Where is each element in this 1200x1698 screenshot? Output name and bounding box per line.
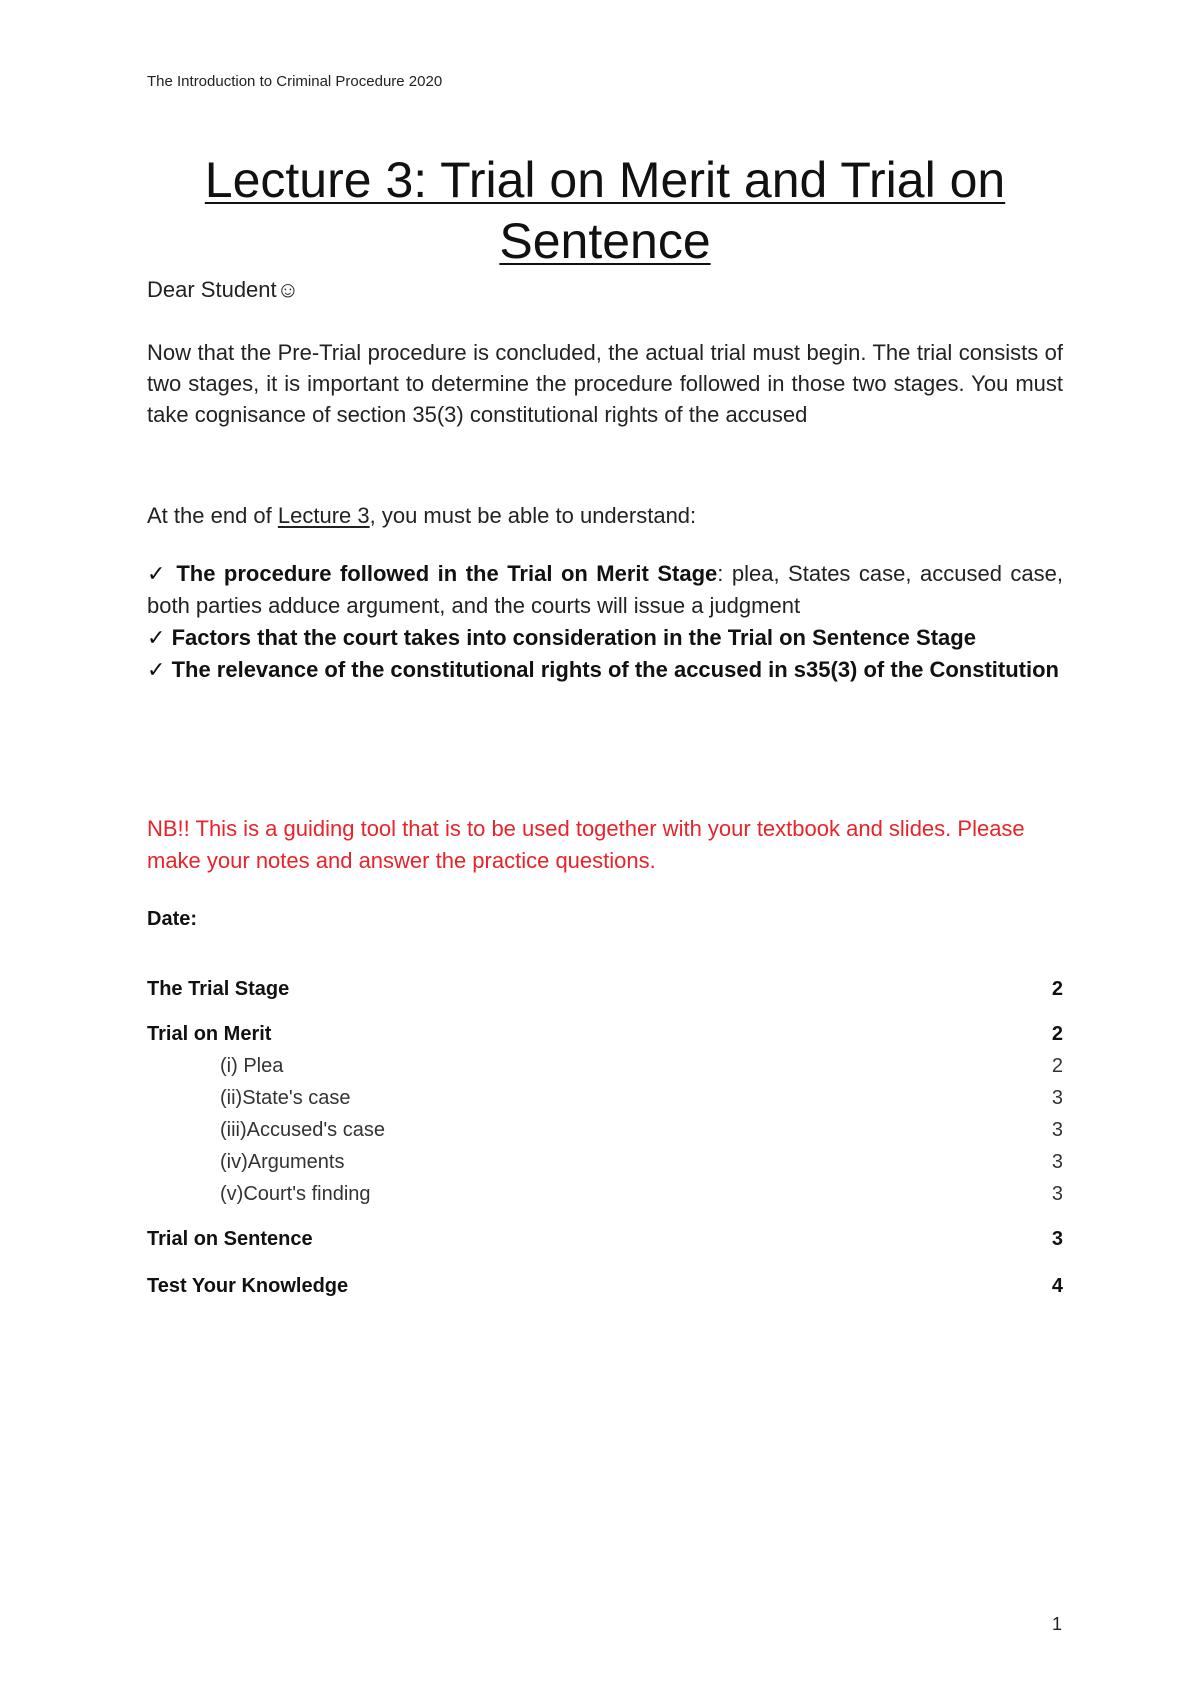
objective-bold-text: Factors that the court takes into consideration in the Trial on Sentence Stage bbox=[171, 625, 976, 650]
page-number: 1 bbox=[1052, 1614, 1063, 1634]
toc-entry-page: 3 bbox=[1051, 1228, 1063, 1250]
toc-entry-page: 3 bbox=[1051, 1151, 1063, 1173]
toc-entry-trial-on-sentence[interactable] bbox=[147, 1228, 1063, 1251]
greeting: Dear Student☺ bbox=[147, 277, 300, 302]
objective-item bbox=[147, 558, 1063, 622]
toc-entry-accused-case[interactable] bbox=[147, 1119, 1063, 1142]
toc-entry-label: (iv)Arguments bbox=[220, 1151, 345, 1173]
toc-entry-page: 2 bbox=[1051, 1023, 1063, 1045]
toc-entry-label: (iii)Accused's case bbox=[220, 1119, 385, 1141]
toc-entry-label: The Trial Stage bbox=[147, 978, 290, 1000]
toc-entry-trial-on-merit[interactable] bbox=[147, 1023, 1063, 1046]
toc-entry-label: Test Your Knowledge bbox=[147, 1275, 349, 1297]
check-icon: ✓ bbox=[147, 625, 166, 650]
toc-entry-page: 3 bbox=[1051, 1183, 1063, 1205]
objective-item bbox=[147, 654, 1063, 686]
check-icon: ✓ bbox=[147, 561, 168, 586]
toc-entry-plea[interactable] bbox=[147, 1055, 1063, 1078]
toc-entry-trial-stage[interactable] bbox=[147, 978, 1063, 1001]
objective-item bbox=[147, 622, 1063, 654]
toc-entry-courts-finding[interactable] bbox=[147, 1183, 1063, 1206]
toc-entry-page: 3 bbox=[1051, 1087, 1063, 1109]
toc-entry-page: 2 bbox=[1051, 1055, 1063, 1077]
toc-entry-page: 2 bbox=[1051, 978, 1063, 1000]
objectives-intro-before: At the end of bbox=[147, 503, 278, 528]
lecture-reference: Lecture 3 bbox=[277, 503, 370, 528]
toc-entry-label: (ii)State's case bbox=[220, 1087, 351, 1109]
toc-entry-states-case[interactable] bbox=[147, 1087, 1063, 1110]
intro-paragraph: Now that the Pre-Trial procedure is concluded, the actual trial must begin. The trial consists of two stages, it is important to determine the procedure followed in those two stages. You must take cognisance of section 35(3) constitutional rights of the accused bbox=[147, 340, 1063, 427]
running-header: The Introduction to Criminal Procedure 2020 bbox=[147, 73, 443, 90]
toc-entry-test-your-knowledge[interactable] bbox=[147, 1275, 1063, 1298]
toc-entry-page: 4 bbox=[1051, 1275, 1063, 1297]
date-label: Date: bbox=[147, 908, 198, 930]
toc-entry-label: Trial on Sentence bbox=[147, 1228, 313, 1250]
objectives-intro-after: , you must be able to understand: bbox=[369, 503, 697, 528]
objectives-intro bbox=[147, 500, 1063, 531]
toc-entry-label: Trial on Merit bbox=[147, 1023, 272, 1045]
toc-entry-page: 3 bbox=[1051, 1119, 1063, 1141]
document-title: Lecture 3: Trial on Merit and Trial on Sentence bbox=[204, 152, 1006, 269]
objectives-list bbox=[147, 558, 1063, 686]
check-icon: ✓ bbox=[147, 657, 166, 682]
toc-entry-label: (i) Plea bbox=[220, 1055, 284, 1077]
objective-regular-text: : plea, States case, accused case, both parties adduce argument, and the courts will issue a judgment bbox=[147, 561, 1063, 618]
toc-entry-label: (v)Court's finding bbox=[220, 1183, 371, 1205]
nb-note: NB!! This is a guiding tool that is to be used together with your textbook and slides. Please make your notes and answer the practice questions. bbox=[147, 816, 1025, 873]
objective-bold-text: The procedure followed in the Trial on Merit Stage bbox=[176, 561, 718, 586]
objective-bold-text: The relevance of the constitutional rights of the accused in s35(3) of the Constitution bbox=[171, 657, 1059, 682]
toc-entry-arguments[interactable] bbox=[147, 1151, 1063, 1174]
